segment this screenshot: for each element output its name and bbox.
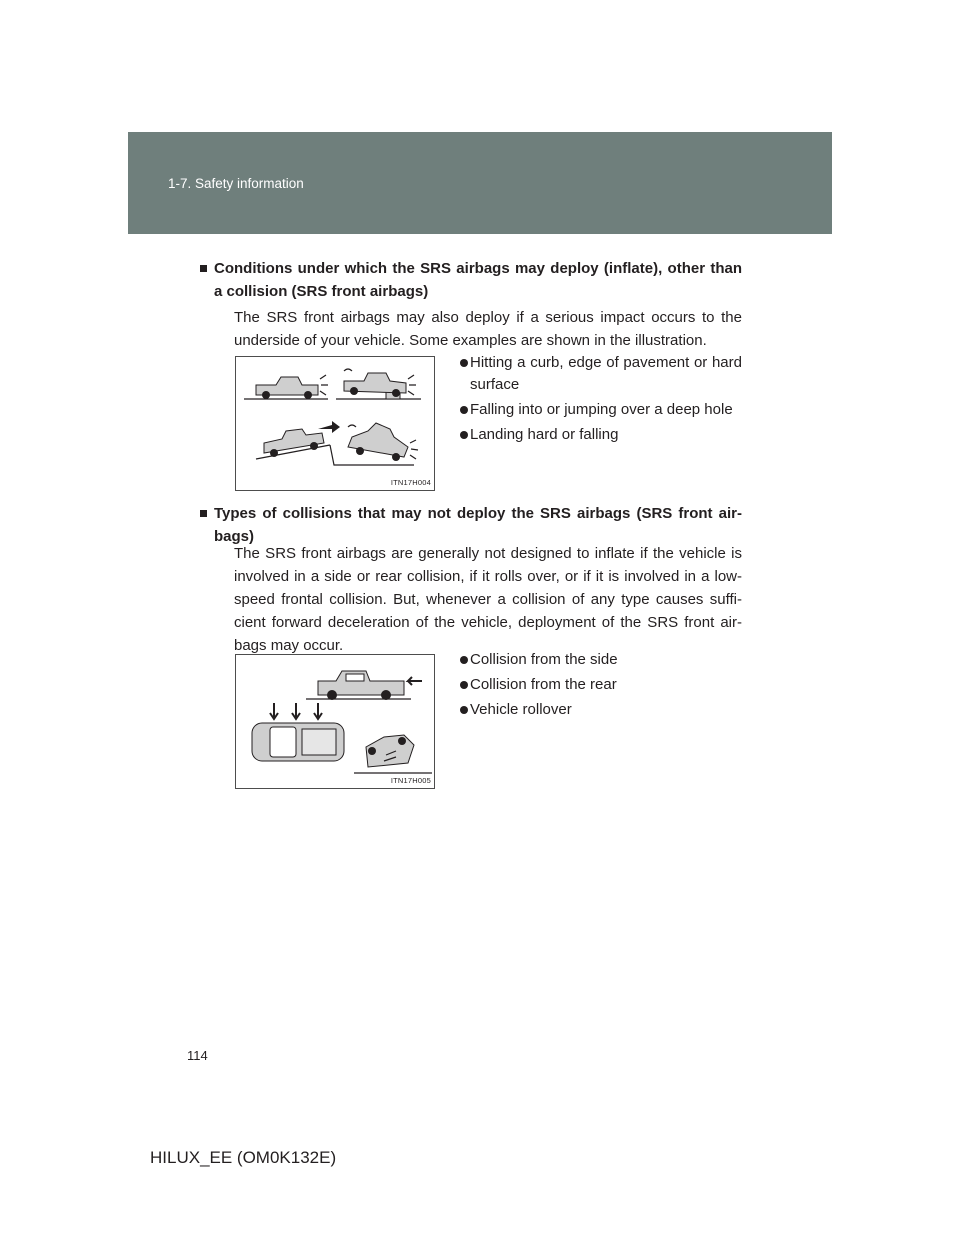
list-item-text: Landing hard or falling — [470, 426, 619, 443]
square-bullet-icon — [200, 265, 207, 272]
section2-body: The SRS front airbags are generally not designed to inflate if the vehicle is involved in a side or rear collision, if it rolls over, or if it is involved in a low-speed frontal collision. But, whenever a collision of any type causes suffi-cient forward deceleration of the vehicle, deployment of the SRS front air-bags may occur. — [234, 545, 742, 654]
list-item-text: Collision from the side — [470, 651, 618, 668]
page-number: 114 — [187, 1048, 208, 1063]
section1-heading-text: Conditions under which the SRS airbags may deploy (inflate), other than a collision (SRS front airbags) — [214, 260, 742, 300]
section2-heading-text: Types of collisions that may not deploy the SRS airbags (SRS front air-bags) — [214, 505, 742, 545]
collision-types-drawing — [236, 655, 436, 790]
list-item — [470, 699, 742, 721]
section1-bullet-list — [470, 352, 742, 449]
list-item-text: Collision from the rear — [470, 676, 617, 693]
manual-footer: HILUX_EE (OM0K132E) — [150, 1148, 337, 1167]
list-item — [470, 649, 742, 671]
curb-impact-drawing — [236, 357, 436, 492]
section1-body: The SRS front airbags may also deploy if a serious impact occurs to the underside of your vehicle. Some examples are shown in the illustration. — [234, 309, 742, 349]
list-item-text: Vehicle rollover — [470, 701, 572, 718]
bullet-icon — [460, 431, 468, 439]
bullet-icon — [460, 406, 468, 414]
list-item — [470, 352, 742, 396]
bullet-icon — [460, 706, 468, 714]
figure-code: ITN17H004 — [390, 478, 431, 487]
section2-bullet-list — [470, 649, 742, 724]
square-bullet-icon — [200, 510, 207, 517]
list-item — [470, 674, 742, 696]
figure-code: ITN17H005 — [390, 776, 431, 785]
list-item — [470, 399, 742, 421]
bullet-icon — [460, 681, 468, 689]
bullet-icon — [460, 359, 468, 367]
list-item-text: Hitting a curb, edge of pavement or hard surface — [470, 354, 742, 393]
curb-impact-illustration — [235, 356, 435, 491]
list-item — [470, 424, 742, 446]
collision-types-illustration — [235, 654, 435, 789]
section-title: 1-7. Safety information — [168, 176, 304, 191]
section1-heading — [214, 257, 742, 303]
list-item-text: Falling into or jumping over a deep hole — [470, 401, 733, 418]
bullet-icon — [460, 656, 468, 664]
